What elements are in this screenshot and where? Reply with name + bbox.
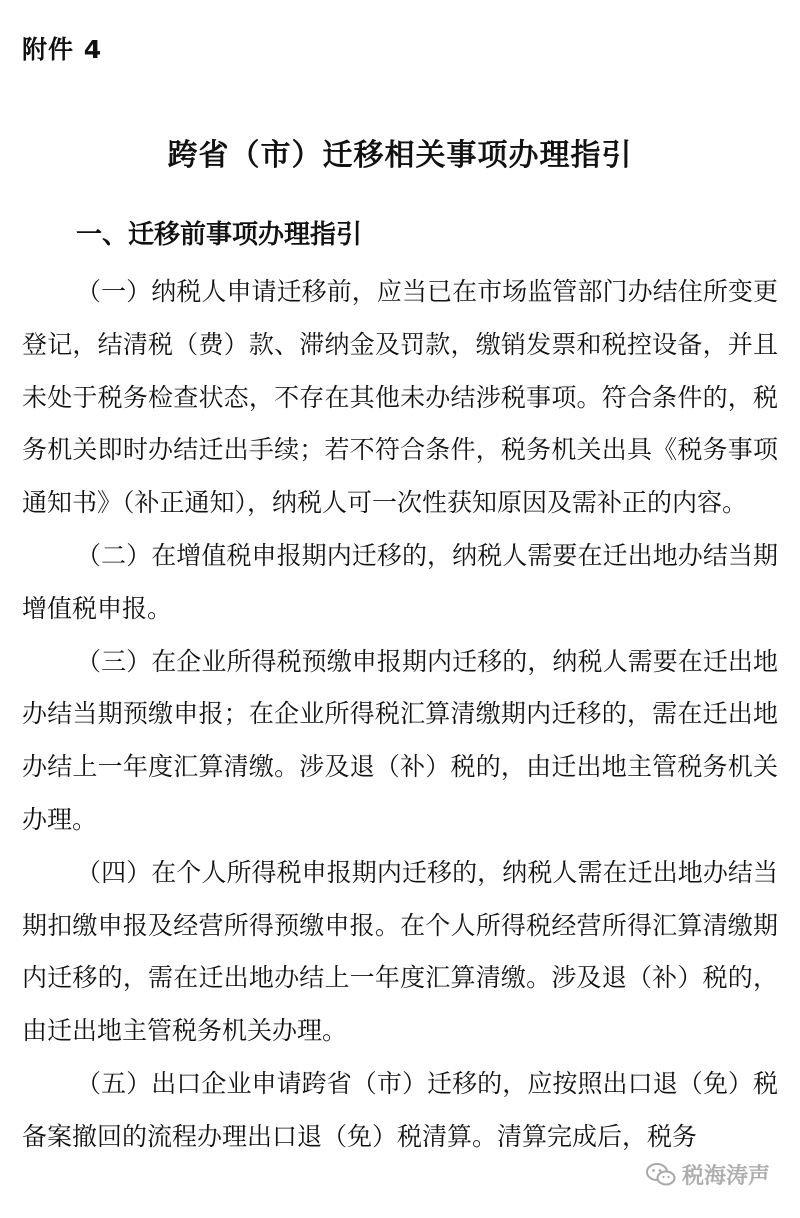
document-body (22, 266, 778, 1164)
attachment-label: 附件 4 (22, 35, 103, 64)
paragraph-4: （四）在个人所得税申报期内迁移的，纳税人需在迁出地办结当期扣缴申报及经营所得预缴申报。在个人所得税经营所得汇算清缴期内迁移的，需在迁出地办结上一年度汇算清缴。涉及退（补）税的，由迁出地主管税务机关办理。 (22, 857, 778, 1046)
section-heading: 一、迁移前事项办理指引 (76, 220, 363, 250)
watermark-text: 税海涛声 (681, 1164, 770, 1189)
wechat-icon (646, 1162, 676, 1188)
paragraph-3: （三）在企业所得税预缴申报期内迁移的，纳税人需要在迁出地办结当期预缴申报；在企业所得税汇算清缴期内迁移的，需在迁出地办结上一年度汇算清缴。涉及退（补）税的，由迁出地主管税务机关办理。 (22, 646, 778, 834)
watermark (646, 1159, 770, 1190)
paragraph-5: （五）出口企业申请跨省（市）迁移的，应按照出口退（免）税备案撤回的流程办理出口退（免）税清算。清算完成后，税务 (22, 1068, 778, 1151)
paragraph-2: （二）在增值税申报期内迁移的，纳税人需要在迁出地办结当期增值税申报。 (22, 540, 778, 623)
paragraph-1: （一）纳税人申请迁移前，应当已在市场监管部门办结住所变更登记，结清税（费）款、滞纳金及罚款，缴销发票和税控设备，并且未处于税务检查状态，不存在其他未办结涉税事项。符合条件的，税务机关即时办结迁出手续；若不符合条件，税务机关出具《税务事项通知书》（补正通知），纳税人可一次性获知原因及需补正的内容。 (22, 277, 778, 518)
document-title: 跨省（市）迁移相关事项办理指引 (167, 138, 633, 173)
